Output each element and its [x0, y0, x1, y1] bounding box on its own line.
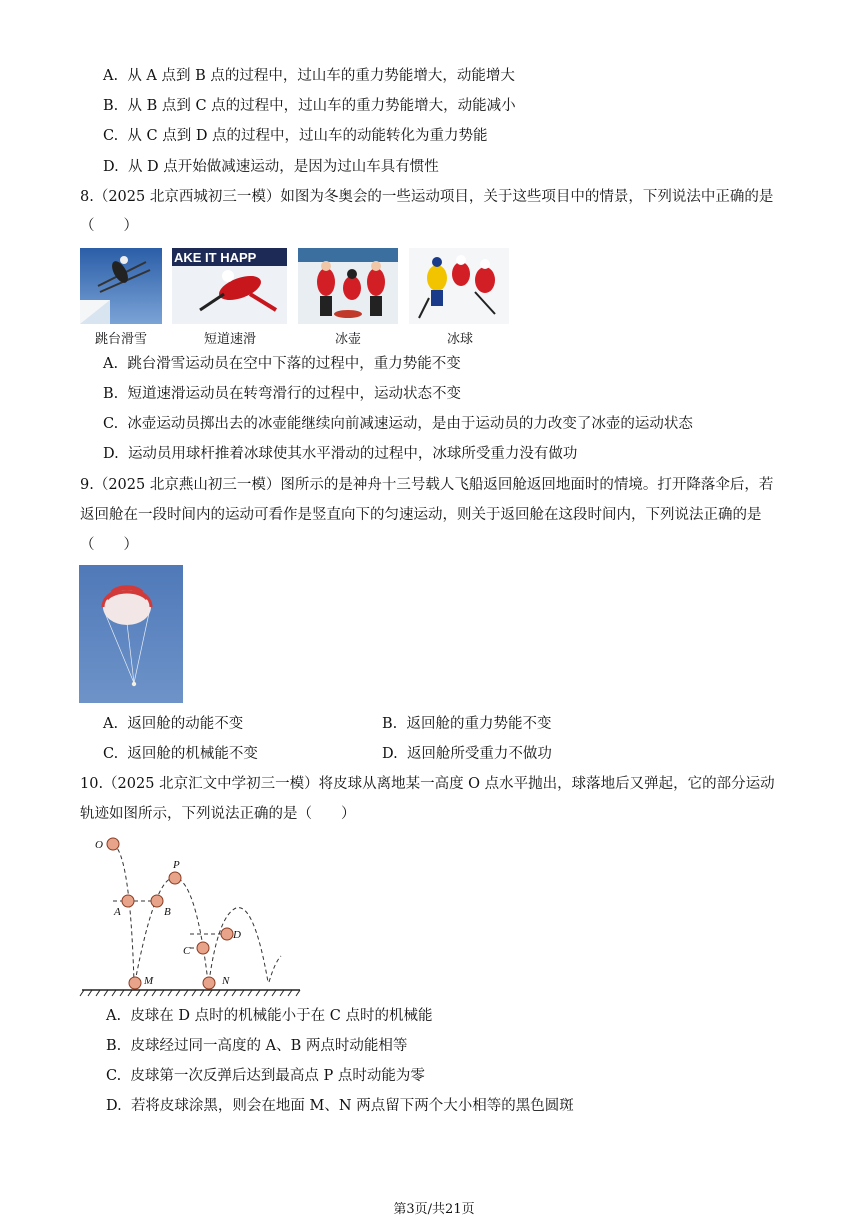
label-b: B	[164, 906, 171, 918]
q10-option-d: D. 若将皮球涂黑，则会在地面 M、N 两点留下两个大小相等的黑色圆斑	[106, 1098, 574, 1114]
q10-option-b: B. 皮球经过同一高度的 A、B 两点时动能相等	[106, 1038, 408, 1054]
label-a: A	[114, 906, 121, 918]
q10-stem-line1: 10.（2025 北京汇文中学初三一模）将皮球从离地某一高度 O 点水平抛出，球落地后又弹起，它的部分运动	[80, 776, 775, 792]
q8-stem: 8.（2025 北京西城初三一模）如图为冬奥会的一些运动项目，关于这些项目中的情景，下列说法中正确的是	[80, 189, 774, 205]
ball-n	[203, 977, 215, 989]
trajectory-arc-4	[269, 956, 281, 982]
trajectory-arc-2	[135, 878, 208, 982]
label-m: M	[144, 975, 154, 987]
q8-option-c: C. 冰壶运动员掷出去的冰壶能继续向前减速运动，是由于运动员的力改变了冰壶的运动状态	[103, 416, 693, 432]
q9-option-a: A. 返回舱的动能不变	[103, 716, 244, 732]
q8-option-b: B. 短道速滑运动员在转弯滑行的过程中，运动状态不变	[103, 386, 461, 402]
ball-a	[122, 895, 134, 907]
ball-c	[197, 942, 209, 954]
ball-p	[169, 872, 181, 884]
ball-m	[129, 977, 141, 989]
q8-option-d: D. 运动员用球杆推着冰球使其水平滑动的过程中，冰球所受重力没有做功	[103, 446, 578, 462]
ski-jump-photo	[80, 248, 162, 324]
q10-option-a: A. 皮球在 D 点时的机械能小于在 C 点时的机械能	[106, 1008, 433, 1024]
q8-option-a: A. 跳台滑雪运动员在空中下落的过程中，重力势能不变	[103, 356, 461, 372]
q10-stem-line2: 轨迹如图所示，下列说法正确的是（ ）	[80, 806, 356, 822]
q8-paren: （ ）	[80, 218, 138, 234]
q9-option-c: C. 返回舱的机械能不变	[103, 746, 258, 762]
caption-ice-hockey: 冰球	[446, 332, 473, 347]
short-track-photo	[172, 248, 287, 324]
ground-hatching	[80, 990, 300, 996]
q9-stem-line2: 返回舱在一段时间内的运动可看作是竖直向下的匀速运动，则关于返回舱在这段时间内，下列说法正确的是	[80, 507, 762, 523]
label-c: C	[183, 945, 191, 957]
q7-option-b: B. 从 B 点到 C 点的过程中，过山车的重力势能增大，动能减小	[103, 98, 516, 114]
q7-option-c: C. 从 C 点到 D 点的过程中，过山车的动能转化为重力势能	[103, 128, 488, 144]
q9-option-d: D. 返回舱所受重力不做功	[382, 746, 552, 762]
caption-curling: 冰壶	[334, 332, 361, 347]
ball-d	[221, 928, 233, 940]
caption-ski-jump: 跳台滑雪	[94, 332, 147, 347]
caption-short-track: 短道速滑	[203, 332, 256, 347]
ball-o	[107, 838, 119, 850]
q7-option-d: D. 从 D 点开始做减速运动，是因为过山车具有惯性	[103, 159, 439, 175]
bouncing-ball-diagram	[78, 832, 308, 1002]
label-p: P	[173, 859, 180, 871]
label-d: D	[233, 929, 241, 941]
page-number-footer: 第3页/共21页	[393, 1202, 475, 1217]
label-n: N	[222, 975, 230, 987]
label-o: O	[95, 839, 103, 851]
parachute-photo	[79, 565, 183, 703]
q9-option-b: B. 返回舱的重力势能不变	[382, 716, 552, 732]
trajectory-arc-3	[209, 908, 268, 982]
q9-stem-line1: 9.（2025 北京燕山初三一模）图所示的是神舟十三号载人飞船返回舱返回地面时的情境。打开降落伞后，若	[80, 477, 774, 493]
ball-b	[151, 895, 163, 907]
q7-option-a: A. 从 A 点到 B 点的过程中，过山车的重力势能增大，动能增大	[103, 68, 515, 84]
curling-photo	[298, 248, 398, 324]
photo-banner-text: AKE IT HAPP	[174, 250, 257, 265]
q10-option-c: C. 皮球第一次反弹后达到最高点 P 点时动能为零	[106, 1068, 425, 1084]
ice-hockey-photo	[409, 248, 509, 324]
q9-paren: （ ）	[80, 537, 138, 553]
